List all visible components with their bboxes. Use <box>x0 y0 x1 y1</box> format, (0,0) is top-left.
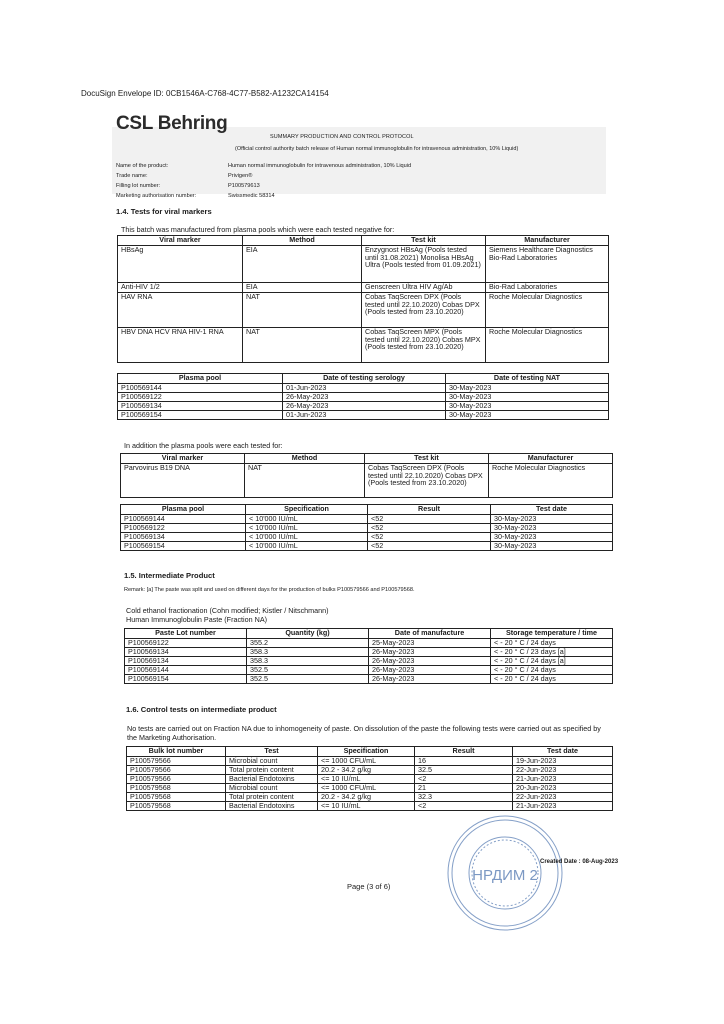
column-header: Test kit <box>365 454 489 464</box>
table-cell: 358.3 <box>247 657 369 666</box>
protocol-subtitle: (Official control authority batch release of Human normal immunoglobulin for intravenous administration, 10% Liquid) <box>235 146 519 152</box>
table-cell: 20-Jun-2023 <box>513 784 613 793</box>
column-header: Test date <box>491 505 613 515</box>
table-cell: <= 10 IU/mL <box>318 775 415 784</box>
table-cell: Roche Molecular Diagnostics <box>489 464 613 498</box>
table-cell: EIA <box>243 246 362 283</box>
column-header: Date of testing serology <box>283 374 446 384</box>
protocol-title: SUMMARY PRODUCTION AND CONTROL PROTOCOL <box>270 134 414 140</box>
docusign-envelope-id: DocuSign Envelope ID: 0CB1546A-C768-4C77-B582-A1232CA14154 <box>81 89 329 98</box>
table-cell: 32.5 <box>415 766 513 775</box>
table-cell: < 10'000 IU/mL <box>246 524 368 533</box>
plasma-pool-testing-table <box>117 373 609 420</box>
table-cell: Microbial count <box>226 757 318 766</box>
table-cell: P100569144 <box>125 666 247 675</box>
table-cell: P100569154 <box>118 411 283 420</box>
table-cell: 20.2 - 34.2 g/kg <box>318 793 415 802</box>
column-header: Test <box>226 747 318 757</box>
table-cell: Microbial count <box>226 784 318 793</box>
table-cell: Cobas TaqScreen MPX (Pools tested until 22.10.2020) Cobas MPX (Pools tested from 23.10.2020) <box>362 328 486 363</box>
table-cell: 352.5 <box>247 666 369 675</box>
table-cell: <52 <box>368 524 491 533</box>
table-cell: <= 10 IU/mL <box>318 802 415 811</box>
column-header: Date of testing NAT <box>446 374 609 384</box>
table-cell: Cobas TaqScreen DPX (Pools tested until 22.10.2020) Cobas DPX (Pools tested from 23.10.2020) <box>365 464 489 498</box>
table-cell: HBsAg <box>118 246 243 283</box>
column-header: Manufacturer <box>489 454 613 464</box>
table-cell: Anti-HIV 1/2 <box>118 283 243 293</box>
table-cell: 26-May-2023 <box>283 402 446 411</box>
table-cell: 26-May-2023 <box>369 666 491 675</box>
table-cell: <52 <box>368 515 491 524</box>
table-cell: < - 20 ° C / 24 days [a] <box>491 657 613 666</box>
table-cell: P100569122 <box>125 639 247 648</box>
table-row <box>118 283 609 293</box>
column-header: Specification <box>318 747 415 757</box>
table-cell: 26-May-2023 <box>369 657 491 666</box>
table-header-row <box>118 374 609 384</box>
fractionation-method: Cold ethanol fractionation (Cohn modified; Kistler / Nitschmann) <box>126 606 329 615</box>
column-header: Test kit <box>362 236 486 246</box>
table-cell: HAV RNA <box>118 293 243 328</box>
table-cell: < - 20 ° C / 24 days <box>491 639 613 648</box>
parvovirus-table <box>120 453 613 498</box>
table-cell: 355.2 <box>247 639 369 648</box>
table-cell: < 10'000 IU/mL <box>246 533 368 542</box>
table-cell: P100569144 <box>118 384 283 393</box>
table-row <box>118 402 609 411</box>
column-header: Test date <box>513 747 613 757</box>
table-cell: < - 20 ° C / 24 days <box>491 675 613 684</box>
table-cell: Siemens Healthcare Diagnostics Bio-Rad Laboratories <box>486 246 609 283</box>
section-1-5-title: 1.5. Intermediate Product <box>124 571 215 580</box>
column-header: Result <box>415 747 513 757</box>
trade-name-label: Trade name: <box>116 173 148 179</box>
column-header: Bulk lot number <box>127 747 226 757</box>
created-date: Created Date : 08-Aug-2023 <box>540 859 619 865</box>
table-cell: <= 1000 CFU/mL <box>318 757 415 766</box>
table-cell: < 10'000 IU/mL <box>246 542 368 551</box>
table-cell: <52 <box>368 533 491 542</box>
table-cell: 30-May-2023 <box>446 393 609 402</box>
table-cell: 30-May-2023 <box>491 542 613 551</box>
table-cell: Total protein content <box>226 766 318 775</box>
table-cell: Enzygnost HBsAg (Pools tested until 31.08.2021) Monolisa HBsAg Ultra (Pools tested from 01.09.2021) <box>362 246 486 283</box>
filling-lot-value: P100579613 <box>228 183 260 189</box>
table-cell: 26-May-2023 <box>369 675 491 684</box>
table-header-row <box>121 505 613 515</box>
table-cell: 21-Jun-2023 <box>513 775 613 784</box>
table-cell: <2 <box>415 802 513 811</box>
marketing-auth-label: Marketing authorisation number: <box>116 193 197 199</box>
table-row <box>118 246 609 283</box>
product-name-label: Name of the product: <box>116 163 169 169</box>
table-cell: 20.2 - 34.2 g/kg <box>318 766 415 775</box>
table-cell: 30-May-2023 <box>491 524 613 533</box>
table-cell: NAT <box>245 464 365 498</box>
table-cell: 352.5 <box>247 675 369 684</box>
table-cell: Bacterial Endotoxins <box>226 802 318 811</box>
table-cell: P100569122 <box>121 524 246 533</box>
table-cell: 16 <box>415 757 513 766</box>
table-cell: 26-May-2023 <box>283 393 446 402</box>
column-header: Viral marker <box>121 454 245 464</box>
svg-text:НРДИМ 2: НРДИМ 2 <box>472 867 538 884</box>
table-header-row <box>118 236 609 246</box>
table-cell: P100569134 <box>125 648 247 657</box>
table-cell: <= 1000 CFU/mL <box>318 784 415 793</box>
table-cell: P100579568 <box>127 802 226 811</box>
additional-tests-intro: In addition the plasma pools were each tested for: <box>124 441 283 450</box>
table-cell: Parvovirus B19 DNA <box>121 464 245 498</box>
table-cell: 358.3 <box>247 648 369 657</box>
table-cell: HBV DNA HCV RNA HIV-1 RNA <box>118 328 243 363</box>
section-1-6-text: No tests are carried out on Fraction NA due to inhomogeneity of paste. On dissolution of the paste the following tests were carried out as specified by the Marketing Authorisation. <box>127 724 601 742</box>
table-row <box>118 293 609 328</box>
table-cell: P100569134 <box>118 402 283 411</box>
table-cell: P100579568 <box>127 784 226 793</box>
column-header: Method <box>245 454 365 464</box>
table-cell: <52 <box>368 542 491 551</box>
table-cell: NAT <box>243 328 362 363</box>
paste-lot-table <box>124 628 613 684</box>
table-row <box>118 411 609 420</box>
table-cell: 25-May-2023 <box>369 639 491 648</box>
table-cell: Total protein content <box>226 793 318 802</box>
table-header-row <box>127 747 613 757</box>
table-cell: 22-Jun-2023 <box>513 766 613 775</box>
table-cell: < - 20 ° C / 23 days [a] <box>491 648 613 657</box>
table-cell: < - 20 ° C / 24 days <box>491 666 613 675</box>
table-header-row <box>121 454 613 464</box>
table-cell: 30-May-2023 <box>491 515 613 524</box>
table-row <box>127 802 613 811</box>
table-cell: 01-Jun-2023 <box>283 384 446 393</box>
column-header: Plasma pool <box>118 374 283 384</box>
column-header: Result <box>368 505 491 515</box>
table-cell: P100579566 <box>127 775 226 784</box>
column-header: Viral marker <box>118 236 243 246</box>
table-cell: P100569154 <box>121 542 246 551</box>
table-cell: Bio-Rad Laboratories <box>486 283 609 293</box>
section-1-6-title: 1.6. Control tests on intermediate product <box>126 705 277 714</box>
table-cell: P100569134 <box>121 533 246 542</box>
column-header: Specification <box>246 505 368 515</box>
column-header: Storage temperature / time <box>491 629 613 639</box>
table-cell: P100579566 <box>127 757 226 766</box>
table-row <box>121 542 613 551</box>
table-cell: P100579568 <box>127 793 226 802</box>
table-cell: 30-May-2023 <box>446 411 609 420</box>
table-cell: P100569144 <box>121 515 246 524</box>
column-header: Plasma pool <box>121 505 246 515</box>
table-cell: <2 <box>415 775 513 784</box>
table-cell: 21 <box>415 784 513 793</box>
parvovirus-results-table <box>120 504 613 551</box>
table-cell: < 10'000 IU/mL <box>246 515 368 524</box>
table-row <box>121 464 613 498</box>
table-cell: 19-Jun-2023 <box>513 757 613 766</box>
product-name-value: Human normal immunoglobulin for intravenous administration, 10% Liquid <box>228 163 412 169</box>
table-cell: 30-May-2023 <box>491 533 613 542</box>
trade-name-value: Privigen® <box>228 173 253 179</box>
table-row <box>121 533 613 542</box>
table-cell: P100569134 <box>125 657 247 666</box>
section-1-4-intro: This batch was manufactured from plasma pools which were each tested negative for: <box>121 225 395 234</box>
official-stamp-icon <box>446 814 564 932</box>
page-number: Page (3 of 6) <box>347 882 391 891</box>
table-cell: P100579566 <box>127 766 226 775</box>
table-cell: Bacterial Endotoxins <box>226 775 318 784</box>
table-cell: P100569154 <box>125 675 247 684</box>
column-header: Method <box>243 236 362 246</box>
table-row <box>121 524 613 533</box>
table-row <box>118 393 609 402</box>
table-cell: 21-Jun-2023 <box>513 802 613 811</box>
table-cell: Genscreen Ultra HIV Ag/Ab <box>362 283 486 293</box>
paste-name: Human Immunoglobulin Paste (Fraction NA) <box>126 615 268 624</box>
table-row <box>121 515 613 524</box>
column-header: Manufacturer <box>486 236 609 246</box>
table-cell: 26-May-2023 <box>369 648 491 657</box>
remark-note: Remark: [a] The paste was split and used on different days for the production of bulks P100579566 and P100579568. <box>124 587 415 593</box>
company-logo: CSL Behring <box>116 113 228 134</box>
table-cell: NAT <box>243 293 362 328</box>
table-cell: 22-Jun-2023 <box>513 793 613 802</box>
table-cell: Roche Molecular Diagnostics <box>486 293 609 328</box>
table-row <box>118 328 609 363</box>
table-cell: 30-May-2023 <box>446 402 609 411</box>
column-header: Date of manufacture <box>369 629 491 639</box>
table-row <box>125 675 613 684</box>
table-cell: P100569122 <box>118 393 283 402</box>
table-row <box>118 384 609 393</box>
table-cell: Roche Molecular Diagnostics <box>486 328 609 363</box>
bulk-lot-control-table <box>126 746 613 811</box>
column-header: Paste Lot number <box>125 629 247 639</box>
table-cell: 01-Jun-2023 <box>283 411 446 420</box>
section-1-4-title: 1.4. Tests for viral markers <box>116 207 212 216</box>
marketing-auth-value: Swissmedic 58314 <box>228 193 275 199</box>
column-header: Quantity (kg) <box>247 629 369 639</box>
table-cell: Cobas TaqScreen DPX (Pools tested until 22.10.2020) Cobas DPX (Pools tested from 23.10.2020) <box>362 293 486 328</box>
table-header-row <box>125 629 613 639</box>
table-cell: 30-May-2023 <box>446 384 609 393</box>
table-cell: 32.3 <box>415 793 513 802</box>
table-cell: EIA <box>243 283 362 293</box>
filling-lot-label: Filling lot number: <box>116 183 161 189</box>
viral-markers-table <box>117 235 609 363</box>
